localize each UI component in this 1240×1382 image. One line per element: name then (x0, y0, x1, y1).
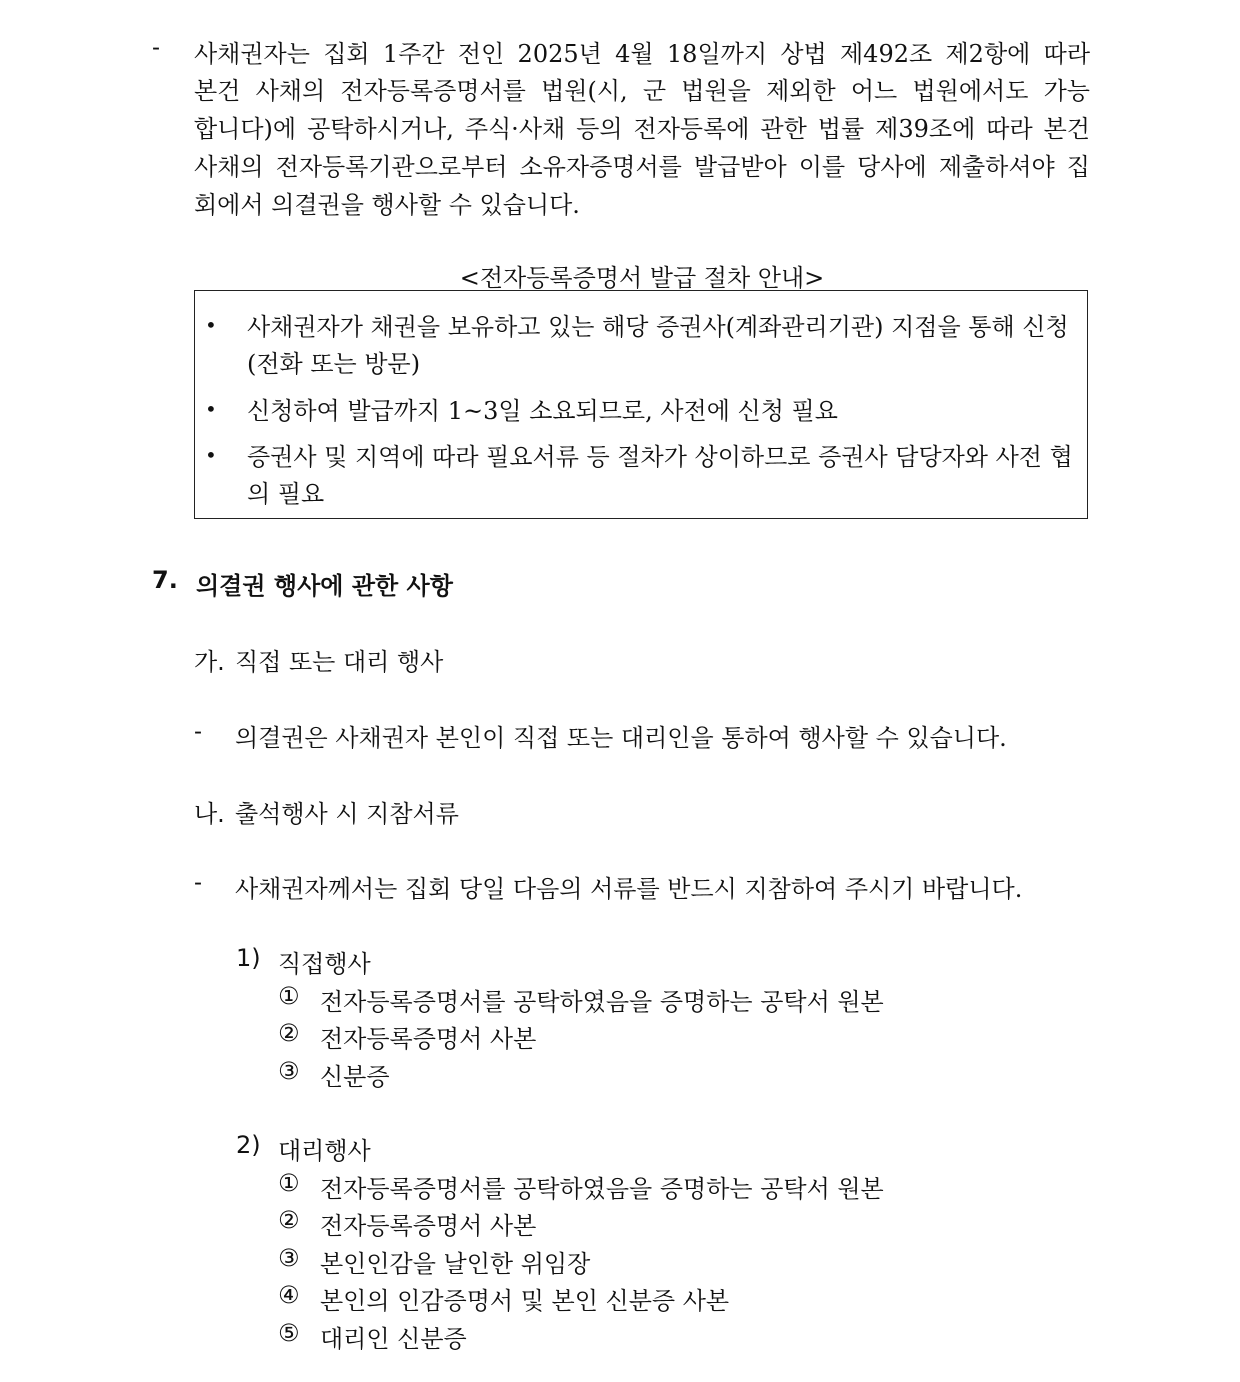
proxy-item-1-mark: ① (278, 1169, 300, 1197)
section-7-number: 7. (152, 566, 178, 594)
direct-title: 직접행사 (278, 950, 371, 978)
direct-item-3-mark: ③ (278, 1057, 300, 1085)
notice-title: <전자등록증명서 발급 절차 안내> (459, 264, 825, 292)
direct-item-1: 전자등록증명서를 공탁하였음을 증명하는 공탁서 원본 (320, 988, 884, 1016)
direct-number: 1) (236, 944, 261, 972)
bullet-2: • (205, 397, 217, 421)
section-7-title: 의결권 행사에 관한 사항 (196, 572, 453, 600)
proxy-item-2-mark: ② (278, 1206, 300, 1234)
proxy-item-5: 대리인 신분증 (320, 1325, 467, 1353)
direct-item-1-mark: ① (278, 982, 300, 1010)
proxy-title: 대리행사 (278, 1137, 371, 1165)
intro-line-2: 본건 사채의 전자등록증명서를 법원(시, 군 법원을 제외한 어느 법원에서도 가능 (194, 77, 1090, 105)
bullet-3: • (205, 443, 217, 467)
notice-box (194, 290, 1088, 519)
bullet-1: • (205, 313, 217, 337)
intro-line-3: 합니다)에 공탁하시거나, 주식·사채 등의 전자등록에 관한 법률 제39조에 따라 본건 (194, 115, 1090, 143)
intro-line-4: 사채의 전자등록기관으로부터 소유자증명서를 발급받아 이를 당사에 제출하셔야 집 (194, 153, 1090, 181)
sub-b-label: 나. (194, 800, 225, 828)
sub-a-label: 가. (194, 648, 225, 676)
proxy-number: 2) (236, 1131, 261, 1159)
intro-line-5: 회에서 의결권을 행사할 수 있습니다. (194, 191, 580, 219)
sub-a-title: 직접 또는 대리 행사 (235, 648, 444, 676)
proxy-item-1: 전자등록증명서를 공탁하였음을 증명하는 공탁서 원본 (320, 1175, 884, 1203)
proxy-item-3-mark: ③ (278, 1244, 300, 1272)
proxy-item-4-mark: ④ (278, 1281, 300, 1309)
intro-line-1: 사채권자는 집회 1주간 전인 2025년 4월 18일까지 상법 제492조 제2항에 따라 (194, 40, 1090, 68)
sub-b-dash: - (194, 869, 202, 896)
proxy-item-3: 본인인감을 날인한 위임장 (320, 1250, 591, 1278)
direct-item-2-mark: ② (278, 1019, 300, 1047)
notice-item-3-line-1: 증권사 및 지역에 따라 필요서류 등 절차가 상이하므로 증권사 담당자와 사전 협 (247, 443, 1073, 471)
sub-a-dash: - (194, 718, 202, 745)
notice-item-1-line-2: (전화 또는 방문) (247, 350, 421, 378)
proxy-item-5-mark: ⑤ (278, 1319, 300, 1347)
direct-item-2: 전자등록증명서 사본 (320, 1025, 537, 1053)
intro-dash: - (152, 34, 160, 61)
sub-b-text: 사채권자께서는 집회 당일 다음의 서류를 반드시 지참하여 주시기 바랍니다. (235, 875, 1023, 903)
notice-item-1-line-1: 사채권자가 채권을 보유하고 있는 해당 증권사(계좌관리기관) 지점을 통해 신청 (247, 313, 1069, 341)
proxy-item-2: 전자등록증명서 사본 (320, 1212, 537, 1240)
notice-item-2-line-1: 신청하여 발급까지 1~3일 소요되므로, 사전에 신청 필요 (247, 397, 838, 425)
sub-b-title: 출석행사 시 지참서류 (235, 800, 459, 828)
direct-item-3: 신분증 (320, 1063, 390, 1091)
sub-a-text: 의결권은 사채권자 본인이 직접 또는 대리인을 통하여 행사할 수 있습니다. (235, 724, 1007, 752)
proxy-item-4: 본인의 인감증명서 및 본인 신분증 사본 (320, 1287, 730, 1315)
notice-item-3-line-2: 의 필요 (247, 480, 325, 508)
